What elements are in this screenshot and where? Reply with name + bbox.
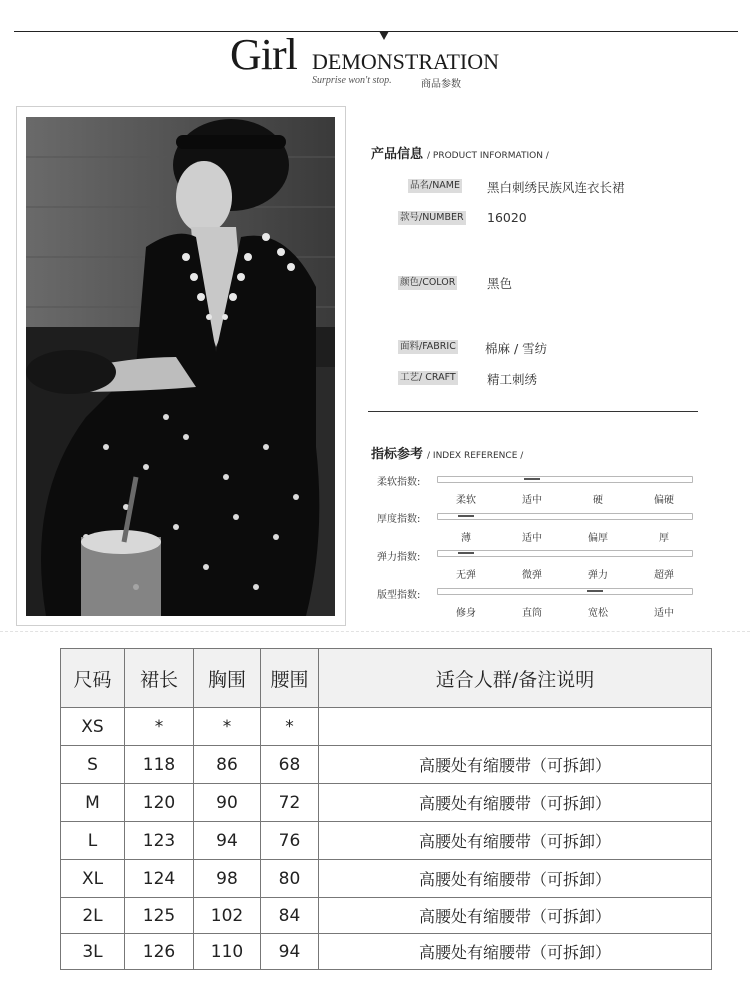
field-label-number: 款号/NUMBER	[400, 212, 464, 223]
field-value-number: 16020	[487, 210, 527, 225]
brand-slogan: Surprise won't stop.	[312, 75, 392, 86]
header-rule	[14, 31, 738, 32]
index-option: 偏硬	[654, 495, 674, 506]
cell-waist: *	[261, 708, 319, 746]
cell-size: 2L	[61, 898, 125, 934]
cell-bust: 110	[194, 934, 261, 970]
table-row	[61, 708, 712, 746]
index-option: 偏厚	[588, 533, 608, 544]
cell-note: 高腰处有缩腰带（可拆卸）	[319, 898, 712, 934]
cell-length: *	[125, 708, 194, 746]
cell-note	[319, 708, 712, 746]
index-option: 超弹	[654, 570, 674, 581]
table-row	[61, 784, 712, 822]
index-label-thickness: 厚度指数:	[377, 514, 421, 525]
index-track-elasticity	[437, 550, 693, 557]
index-label-fit: 版型指数:	[377, 590, 421, 601]
table-row	[61, 934, 712, 970]
size-table-header-row	[61, 649, 712, 708]
cell-length: 123	[125, 822, 194, 860]
header-waist: 腰围	[261, 649, 319, 708]
header-dress-length: 裙长	[125, 649, 194, 708]
cell-bust: 102	[194, 898, 261, 934]
cell-length: 124	[125, 860, 194, 898]
index-option: 适中	[522, 495, 542, 506]
cell-size: S	[61, 746, 125, 784]
product-info-title	[371, 143, 549, 162]
index-reference-title	[371, 443, 523, 462]
index-option: 弹力	[588, 570, 608, 581]
field-label-name: 品名/NAME	[410, 180, 461, 191]
cell-size: XL	[61, 860, 125, 898]
product-info-title-en: / PRODUCT INFORMATION /	[427, 151, 549, 161]
index-marker-elasticity	[458, 552, 474, 554]
field-label-fabric: 面料/FABRIC	[400, 341, 456, 352]
index-marker-softness	[524, 478, 540, 480]
cell-bust: *	[194, 708, 261, 746]
product-info-title-cn: 产品信息	[371, 147, 424, 162]
cell-length: 118	[125, 746, 194, 784]
table-row	[61, 746, 712, 784]
cell-waist: 68	[261, 746, 319, 784]
cell-bust: 86	[194, 746, 261, 784]
field-value-craft: 精工刺绣	[487, 372, 538, 387]
index-label-softness: 柔软指数:	[377, 477, 421, 488]
index-track-fit	[437, 588, 693, 595]
cell-waist: 80	[261, 860, 319, 898]
index-reference-title-cn: 指标参考	[371, 447, 424, 462]
cell-note: 高腰处有缩腰带（可拆卸）	[319, 746, 712, 784]
dashed-divider	[0, 631, 750, 632]
cell-note: 高腰处有缩腰带（可拆卸）	[319, 860, 712, 898]
index-track-softness	[437, 476, 693, 483]
cell-length: 125	[125, 898, 194, 934]
cell-length: 120	[125, 784, 194, 822]
index-marker-thickness	[458, 515, 474, 517]
size-table	[60, 648, 712, 970]
section-divider	[368, 411, 698, 412]
cell-size: M	[61, 784, 125, 822]
cell-waist: 72	[261, 784, 319, 822]
brand-title: Girl	[230, 30, 297, 79]
index-option: 适中	[654, 608, 674, 619]
index-reference-title-en: / INDEX REFERENCE /	[427, 451, 524, 461]
section-label-cn: 商品参数	[421, 79, 461, 90]
index-option: 薄	[461, 533, 471, 544]
header-bust: 胸围	[194, 649, 261, 708]
cell-length: 126	[125, 934, 194, 970]
index-marker-fit	[587, 590, 603, 592]
index-option: 微弹	[522, 570, 542, 581]
cell-bust: 90	[194, 784, 261, 822]
table-row	[61, 898, 712, 934]
index-option: 适中	[522, 533, 542, 544]
cell-size: XS	[61, 708, 125, 746]
cell-waist: 94	[261, 934, 319, 970]
cell-note: 高腰处有缩腰带（可拆卸）	[319, 784, 712, 822]
cell-size: L	[61, 822, 125, 860]
field-value-color: 黑色	[487, 276, 513, 291]
cell-size: 3L	[61, 934, 125, 970]
index-label-elasticity: 弹力指数:	[377, 552, 421, 563]
index-option: 宽松	[588, 608, 608, 619]
cell-note: 高腰处有缩腰带（可拆卸）	[319, 822, 712, 860]
index-option: 无弹	[456, 570, 476, 581]
cell-waist: 76	[261, 822, 319, 860]
cell-note: 高腰处有缩腰带（可拆卸）	[319, 934, 712, 970]
table-row	[61, 860, 712, 898]
header-notes: 适合人群/备注说明	[319, 649, 712, 708]
brand-subtitle: DEMONSTRATION	[312, 49, 499, 74]
model-photo	[26, 117, 335, 616]
header-triangle-marker	[379, 31, 389, 40]
header-size: 尺码	[61, 649, 125, 708]
index-track-thickness	[437, 513, 693, 520]
table-row	[61, 822, 712, 860]
cell-bust: 98	[194, 860, 261, 898]
index-option: 直筒	[522, 608, 542, 619]
field-value-name: 黑白刺绣民族风连衣长裙	[487, 180, 625, 195]
field-value-fabric: 棉麻 / 雪纺	[485, 341, 548, 356]
index-option: 柔软	[456, 495, 476, 506]
index-option: 硬	[593, 495, 603, 506]
field-label-color: 颜色/COLOR	[400, 277, 456, 288]
index-option: 厚	[659, 533, 669, 544]
field-label-craft: 工艺/ CRAFT	[400, 372, 456, 383]
index-option: 修身	[456, 608, 476, 619]
cell-bust: 94	[194, 822, 261, 860]
cell-waist: 84	[261, 898, 319, 934]
